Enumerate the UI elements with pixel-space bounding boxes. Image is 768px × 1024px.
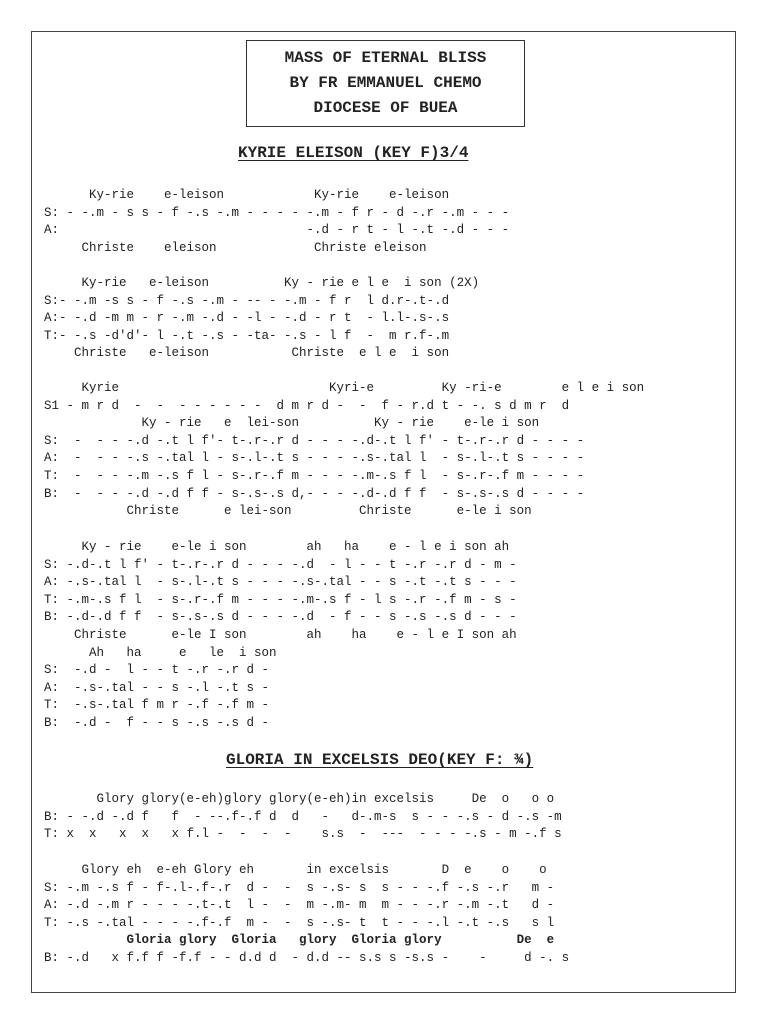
tenor-line: T: - - - -.m -.s f l - s-.r-.f m - - - -.m-.s f l - s-.r-.f m - - - - [44, 468, 585, 483]
alto-line: A: -.s-.tal l - s-.l-.t s - - - -.s-.tal - - s -.t -.t s - - - [44, 575, 517, 590]
lyric-line: Christe e-le I son ah ha e - l e I son ah [44, 627, 517, 642]
bass-line: B: - -.d -.d f f - --.f-.f d d - d-.m-s s - - -.s - d -.s -m [44, 809, 562, 824]
soprano1-line: S1 - m r d - - - - - - - - d m r d - - f - r.d t - -. s d m r d [44, 398, 570, 413]
kyrie-block-1 [44, 187, 509, 257]
tenor-line: T: -.s-.tal f m r -.f -.f m - [44, 698, 270, 713]
bass-line: B: -.d x f.f f -f.f - - d.d d - d.d -- s.s s -s.s - - d -. s [44, 950, 570, 965]
lyric-line: Ky - rie e lei-son Ky - rie e-le i son [44, 416, 540, 431]
title-line: MASS OF ETERNAL BLISS [284, 49, 487, 67]
lyric-line: Kyrie Kyri-e Ky -ri-e e l e i son [44, 381, 645, 395]
lyric-line: Glory glory(e-eh)glory glory(e-eh)in excelsis De o o o [44, 792, 555, 806]
kyrie-heading: KYRIE ELEISON (KEY F)3/4 [238, 144, 469, 162]
subtitle-diocese: DIOCESE OF BUEA [313, 99, 458, 117]
lyric-line: Ky - rie e-le i son ah ha e - l e i son ah [44, 540, 510, 554]
alto-line: A: -.d -.m r - - - -.t-.t l - - m -.m- m m - - -.r -.m -.t d - [44, 898, 555, 913]
lyric-line: Christe e-leison Christe e l e i son [44, 346, 450, 361]
alto-line: A:- -.d -m m - r -.m -.d - -l - -.d - r t - l.l-.s-.s [44, 311, 450, 326]
bass-line: B: -.d-.d f f - s-.s-.s d - - - -.d - f - - s -.s -.s d - - - [44, 610, 517, 625]
bass-line: B: - - - -.d -.d f f - s-.s-.s d,- - - -.d-.d f f - s-.s-.s d - - - - [44, 486, 585, 501]
lyric-line: Ky-rie e-leison Ky - rie e l e i son (2X) [44, 276, 480, 290]
soprano-line: S: -.d - l - - t -.r -.r d - [44, 663, 270, 678]
lyric-line: Christe eleison Christe eleison [44, 240, 427, 255]
alto-line: A: -.d - r t - l -.t -.d - - - [44, 223, 510, 238]
tenor-line: T: -.m-.s f l - s-.r-.f m - - - -.m-.s f - l s -.r -.f m - s - [44, 592, 517, 607]
soprano-line: S: -.d-.t l f' - t-.r-.r d - - - -.d - l - - t -.r -.r d - m - [44, 557, 517, 572]
soprano-line: S:- -.m -s s - f -.s -.m - -- - -.m - f r l d.r-.t-.d [44, 293, 450, 308]
soprano-line: S: -.m -.s f - f-.l-.f-.r d - - s -.s- s s - - -.f -.s -.r m - [44, 880, 555, 895]
subtitle-composer: BY FR EMMANUEL CHEMO [289, 74, 482, 92]
gloria-heading [226, 751, 533, 769]
bass-line: B: -.d - f - - s -.s -.s d - [44, 715, 270, 730]
lyric-line: Ah ha e le i son [44, 645, 277, 660]
tenor-line: T: -.s -.tal - - - -.f-.f m - - s -.s- t t - - -.l -.t -.s s l [44, 915, 555, 930]
title-box [246, 40, 525, 127]
gloria-block-2 [44, 862, 569, 968]
lyric-line: Glory eh e-eh Glory eh in excelsis D e o o [44, 863, 547, 877]
lyric-line: Christe e lei-son Christe e-le i son [44, 504, 532, 519]
tenor-line: T:- -.s -d'd'- l -.t -.s - -ta- -.s - l f - m r.f-.m [44, 328, 450, 343]
lyric-line: Ky-rie e-leison Ky-rie e-leison [44, 188, 450, 202]
kyrie-block-4 [44, 539, 517, 733]
soprano-line: S: - -.m - s s - f -.s -.m - - - - -.m - f r - d -.r -.m - - - [44, 205, 510, 220]
gloria-block-1 [44, 791, 562, 844]
alto-line: A: -.s-.tal - - s -.l -.t s - [44, 680, 270, 695]
soprano-line: S: - - - -.d -.t l f'- t-.r-.r d - - - -.d-.t l f' - t-.r-.r d - - - - [44, 433, 585, 448]
kyrie-block-2 [44, 275, 479, 363]
kyrie-block-3 [44, 380, 644, 521]
bold-lyric-line: Gloria glory Gloria glory Gloria glory De e [44, 933, 555, 948]
alto-line: A: - - - -.s -.tal l - s-.l-.t s - - - -.s-.tal l - s-.l-.t s - - - - [44, 451, 585, 466]
gloria-title: GLORIA IN EXCELSIS DEO [226, 751, 438, 769]
gloria-key: (KEY F: ¾) [437, 751, 534, 769]
tenor-line: T: x x x x x f.l - - - - s.s - --- - - - -.s - m -.f s [44, 827, 562, 842]
